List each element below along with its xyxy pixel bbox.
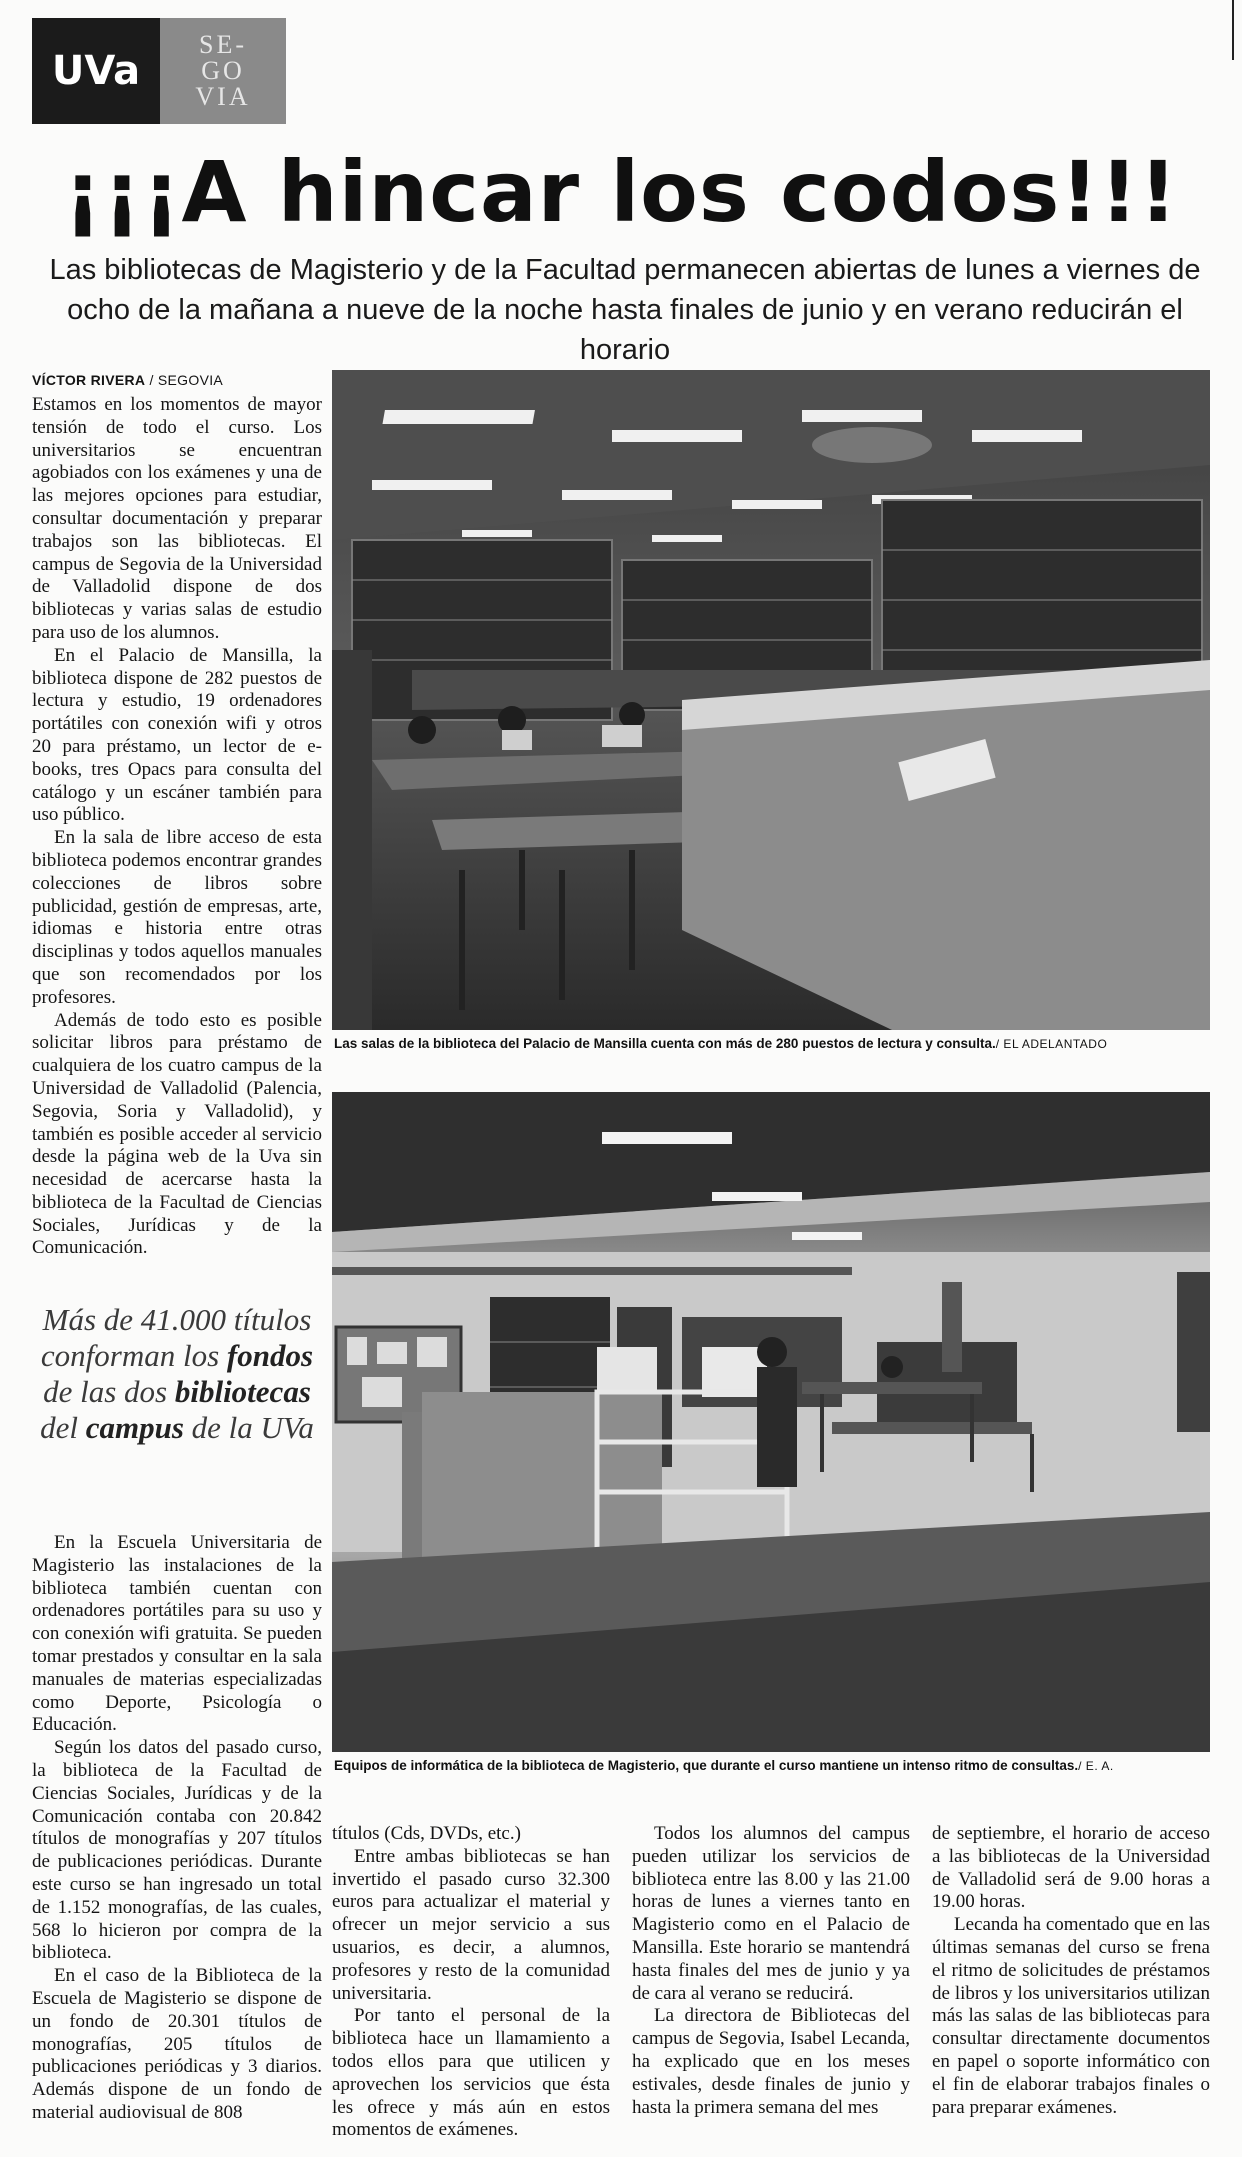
logo-segovia-line: VIA (195, 82, 251, 111)
paragraph: La directora de Bibliotecas del campus de Segovia, Isabel Lecanda, ha explicado que en los meses estivales, desde finales de junio y hasta la primera semana del mes (632, 2005, 910, 2118)
pull-quote-text: del (40, 1410, 86, 1445)
paragraph: Lecanda ha comentado que en las últimas semanas del curso se frena el ritmo de solicitudes de préstamos de libros y los universitarios utilizan más las salas de las bibliotecas para consultar directamente documentos en papel o soporte informático con el fin de elaborar trabajos finales o para preparar exámenes. (932, 1914, 1210, 2118)
column-3 (632, 1823, 910, 2119)
caption-text: Las salas de la biblioteca del Palacio de Mansilla cuenta con más de 280 puestos de lectura y consulta. (334, 1036, 996, 1051)
reading-room-illustration (332, 370, 1210, 1030)
column-2 (332, 1823, 610, 2142)
paragraph: Entre ambas bibliotecas se han invertido el pasado curso 32.300 euros para actualizar el material y ofrecer un mejor servicio a sus usuarios, es decir, a alumnos, profesores y resto de la comunidad universitaria. (332, 1845, 610, 2004)
pull-quote (32, 1302, 322, 1446)
margin-rule (1232, 0, 1234, 60)
paragraph: En la sala de libre acceso de esta biblioteca podemos encontrar grandes colecciones de libros sobre publicidad, gestión de empresas, arte, idiomas e historia entre otras disciplinas y todos aquellos manuales que son recomendados por los profesores. (32, 827, 322, 1008)
paragraph: títulos (Cds, DVDs, etc.) (332, 1823, 521, 1844)
column-1-top (32, 394, 322, 1260)
paragraph: Según los datos del pasado curso, la biblioteca de la Facultad de Ciencias Sociales, Jurídicas y de la Comunicación contaba con 20.842 títulos de monografías y 207 títulos de publicaciones periódicas. Durante este curso se han ingresado un total de 1.152 monografías, de las cuales, 568 lo hicieron por compra de la biblioteca. (32, 1737, 322, 1964)
photo-reading-room (332, 370, 1210, 1030)
pull-quote-text: de la UVa (183, 1410, 314, 1445)
byline (32, 372, 322, 388)
logo-uva: UVa (32, 18, 160, 124)
byline-place: / SEGOVIA (149, 372, 224, 388)
pull-quote-text: Más de 41.000 títulos conforman los (40, 1302, 312, 1373)
logo-segovia (160, 18, 286, 124)
paragraph: En el Palacio de Mansilla, la biblioteca dispone de 282 puestos de lectura y estudio, 19 ordenadores portátiles con conexión wifi y otros 20 para préstamo, un lector de e-books, tres Opacs para consulta del catálogo y un escáner también para uso público. (32, 644, 322, 826)
pull-quote-text: de las dos (43, 1374, 175, 1409)
caption-text: Equipos de informática de la biblioteca de Magisterio, que durante el curso mantiene un intenso ritmo de consultas. (334, 1758, 1079, 1773)
pull-quote-emphasis: fondos (226, 1338, 314, 1373)
paragraph: En el caso de la Biblioteca de la Escuela de Magisterio se dispone de un fondo de 20.301 títulos de monografías, 205 títulos de publicaciones periódicas y 3 diarios. Además dispone de un fondo de material audiovisual de 808 (32, 1965, 322, 2123)
paragraph: Estamos en los momentos de mayor tensión de todo el curso. Los universitarios se encuentran agobiados con los exámenes y una de las mejores opciones para estudiar, consultar documentación y preparar trabajos son las bibliotecas. El campus de Segovia de la Universidad de Valladolid dispone de dos bibliotecas y varias salas de estudio para uso de los alumnos. (32, 394, 322, 643)
computer-room-illustration (332, 1092, 1210, 1752)
paragraph: En la Escuela Universitaria de Magisterio las instalaciones de la biblioteca también cuentan con ordenadores portátiles para su uso y con conexión wifi gratuita. Se pueden tomar prestados y consultar en la sala manuales de materias especializadas como Deporte, Psicología o Educación. (32, 1532, 322, 1736)
column-4 (932, 1823, 1210, 2119)
photo-credit: / EL ADELANTADO (995, 1037, 1108, 1051)
column-1-bottom (32, 1532, 322, 2125)
paragraph: Además de todo esto es posible solicitar libros para préstamo de cualquiera de los cuatro campus de la Universidad de Valladolid (Palencia, Segovia, Soria y Valladolid), y también es posible acceder al servicio desde la página web de la Uva sin necesidad de acercarse hasta la biblioteca de la Facultad de Ciencias Sociales, Jurídicas y de la Comunicación. (32, 1009, 322, 1259)
logo-segovia-line: GO (201, 56, 245, 85)
photo-computer-room (332, 1092, 1210, 1752)
pull-quote-emphasis: bibliotecas (174, 1374, 311, 1409)
paragraph: de septiembre, el horario de acceso a las bibliotecas de la Universidad de Valladolid será de 9.00 horas a 19.00 horas. (932, 1823, 1210, 1913)
byline-author: VÍCTOR RIVERA (32, 372, 146, 388)
photo-credit: / E. A. (1078, 1759, 1114, 1773)
photo-caption (334, 1758, 1212, 1773)
subheadline: Las bibliotecas de Magisterio y de la Facultad permanecen abiertas de lunes a viernes de ocho de la mañana a nueve de la noche hasta finales de junio y en verano reducirán el horario (49, 254, 1201, 366)
headline: ¡¡¡A hincar los codos!!! (63, 143, 1179, 241)
pull-quote-emphasis: campus (85, 1410, 184, 1445)
paragraph: Todos los alumnos del campus pueden utilizar los servicios de biblioteca entre las 8.00 y las 21.00 horas de lunes a viernes tanto en Magisterio como en el Palacio de Mansilla. Este horario se mantendrá hasta finales del mes de junio y ya de cara al verano se reducirá. (632, 1823, 910, 2004)
photo-caption (334, 1036, 1212, 1051)
uva-segovia-logo (32, 18, 286, 124)
logo-segovia-line: SE- (199, 30, 247, 59)
paragraph: Por tanto el personal de la biblioteca hace un llamamiento a todos ellos para que utilicen y aprovechen los servicios que ésta les ofrece y más aún en estos momentos de exámenes. (332, 2005, 610, 2141)
